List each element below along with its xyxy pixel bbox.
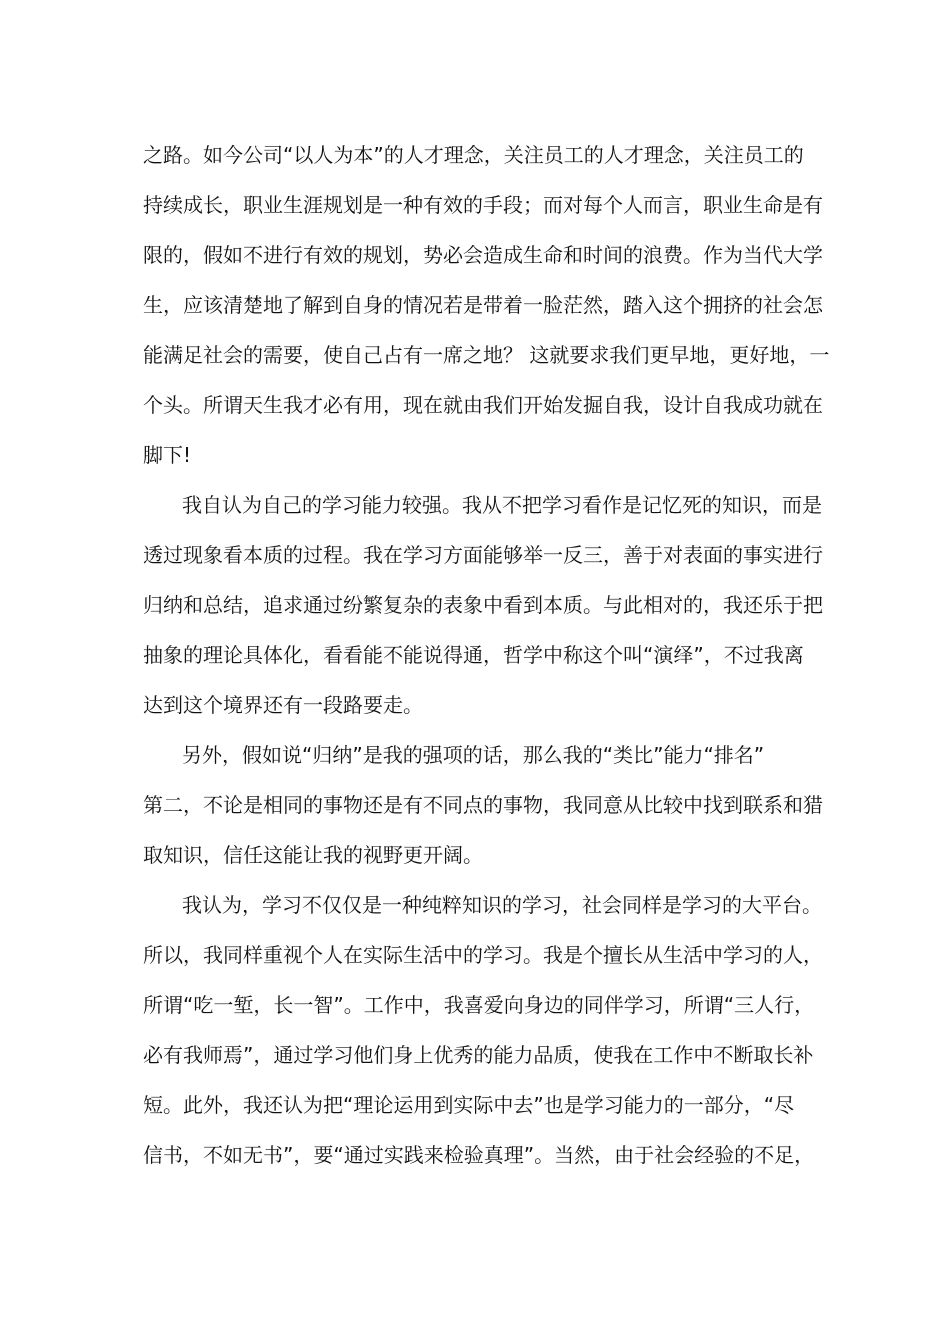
text-line: 能满足社会的需要，使自己占有一席之地？ 这就要求我们更早地，更好地，一 <box>143 343 830 367</box>
paragraph-first-line: 另外，假如说“归纳”是我的强项的话，那么我的“类比”能力“排名” <box>182 743 765 767</box>
text-line: 抽象的理论具体化，看看能不能说得通，哲学中称这个叫“演绎”，不过我离 <box>143 643 804 667</box>
text-line: 所谓“吃一堑，长一智”。工作中，我喜爱向身边的同伴学习，所谓“三人行， <box>143 993 815 1017</box>
paragraph-first-line: 我认为，学习不仅仅是一种纯粹知识的学习，社会同样是学习的大平台。 <box>182 893 822 917</box>
text-line: 归纳和总结，追求通过纷繁复杂的表象中看到本质。与此相对的，我还乐于把 <box>143 593 823 617</box>
document-body <box>143 130 830 1180</box>
text-line: 必有我师焉”，通过学习他们身上优秀的能力品质，使我在工作中不断取长补 <box>143 1043 814 1067</box>
text-line: 取知识，信任这能让我的视野更开阔。 <box>143 843 483 867</box>
text-line: 脚下! <box>143 443 192 467</box>
text-line: 透过现象看本质的过程。我在学习方面能够举一反三，善于对表面的事实进行 <box>143 543 823 567</box>
text-line: 生，应该清楚地了解到自身的情况若是带着一脸茫然，踏入这个拥挤的社会怎 <box>143 293 823 317</box>
text-line: 短。此外，我还认为把“理论运用到实际中去”也是学习能力的一部分，“尽 <box>143 1093 795 1117</box>
text-line: 个头。所谓天生我才必有用，现在就由我们开始发掘自我，设计自我成功就在 <box>143 393 823 417</box>
text-line: 限的，假如不进行有效的规划，势必会造成生命和时间的浪费。作为当代大学 <box>143 243 823 267</box>
text-line: 达到这个境界还有一段路要走。 <box>143 693 423 717</box>
paragraph-first-line: 我自认为自己的学习能力较强。我从不把学习看作是记忆死的知识，而是 <box>182 493 822 517</box>
text-line: 持续成长，职业生涯规划是一种有效的手段；而对每个人而言，职业生命是有 <box>143 193 823 217</box>
text-line: 之路。如今公司“以人为本”的人才理念，关注员工的人才理念，关注员工的 <box>143 143 804 167</box>
text-line: 所以，我同样重视个人在实际生活中的学习。我是个擅长从生活中学习的人， <box>143 943 823 967</box>
text-line: 信书，不如无书”，要“通过实践来检验真理”。当然，由于社会经验的不足， <box>143 1143 815 1167</box>
text-line: 第二，不论是相同的事物还是有不同点的事物，我同意从比较中找到联系和猎 <box>143 793 823 817</box>
